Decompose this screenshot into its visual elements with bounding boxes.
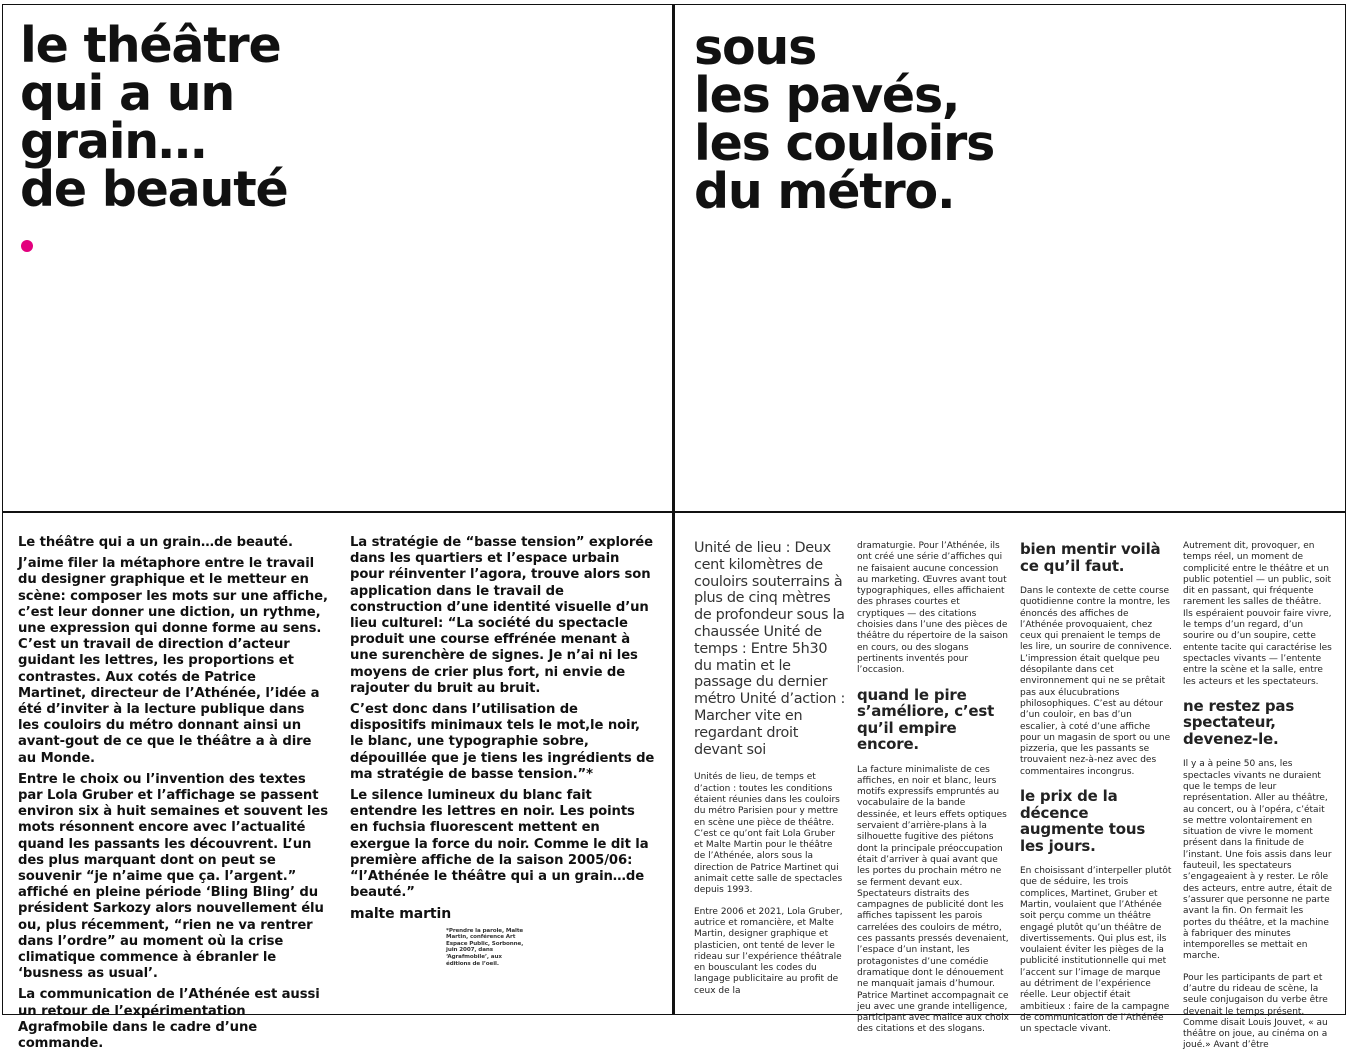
left-column-1 xyxy=(18,535,328,1057)
paragraph: La facture minimaliste de ces affiches, en noir et blanc, leurs motifs expressifs empruntés au vocabulaire de la bande dessinée, et leurs effets optiques servaient d’arrière-plans à la silhouette fugitive des piétons dont la principale préoccupation était d’arriver à quai avant que les portes du prochain métro ne se ferment devant eux. Spectateurs distraits des campagnes de publicité dont les affiches tapissent les parois carrelées des couloirs de métro, ces passants pressés devenaient, l’espace d’un instant, les protagonistes d’une comédie dramatique dont le dénouement ne manquait jamais d’humour. Patrice Martinet accompagnait ce jeu avec une grande intelligence, participant avec malice aux choix des citations et des slogans. xyxy=(857,764,1009,1035)
paragraph: Autrement dit, provoquer, en temps réel, un moment de complicité entre le théâtre et un public potentiel — un public, soit dit en passant, qui fréquente rarement les salles de théâtre. Ils espéraient pouvoir faire vivre, le temps d’un regard, d’un sourire ou d’un soupire, cette entente tacite qui caractérise les spectacles vivants — l’entente entre la scène et la salle, entre les acteurs et les spectateurs. xyxy=(1183,541,1332,687)
paragraph: La stratégie de “basse tension” explorée dans les quartiers et l’espace urbain pour réinventer l’agora, trouve alors son application dans le travail de construction d’une identité visuelle d’un lieu culturel: “La société du spectacle produit une course effrénée menant à une surenchère de signes. Je n’ai ni les moyens de crier plus fort, ni envie de rajouter du bruit au bruit. xyxy=(350,535,653,696)
right-column-2 xyxy=(857,541,1009,1046)
right-page-title xyxy=(694,19,995,220)
paragraph: La communication de l’Athénée est aussi un retour de l’expérimentation Agrafmobile dans le cadre d’une commande. xyxy=(18,987,320,1052)
spread-gutter xyxy=(672,4,675,1015)
left-page-title xyxy=(20,17,288,218)
title-line: grain… xyxy=(20,113,206,170)
paragraph: J’aime filer la métaphore entre le travail du designer graphique et le metteur en scène: composer les mots sur une affiche, c’est leur donner une diction, un rythme, une expression qui donne forme au sens. C’est un travail de direction d’acteur guidant les lettres, les proportions et contrastes. Aux cotés de Patrice Martinet, directeur de l’Athénée, l’idée a été d’inviter à la lecture publique dans les couloirs du métro donnant ainsi un avant-gout de ce que le théâtre a à dire au Monde. xyxy=(18,556,328,766)
title-line: du métro. xyxy=(694,163,955,220)
paragraph: Le silence lumineux du blanc fait entendre les lettres en noir. Les points en fuchsia fluorescent mettent en exergue la force du noir. Comme le dit la première affiche de la saison 2005/06: “l’Athénée le théâtre qui a un grain…de beauté.” xyxy=(350,788,649,901)
title-line: le théâtre xyxy=(20,17,281,74)
title-line: sous xyxy=(694,19,817,76)
subheading: le prix de la décence augmente tous les jours. xyxy=(1020,787,1146,855)
title-line: les pavés, xyxy=(694,67,960,124)
fuchsia-dot xyxy=(21,240,33,252)
right-column-4 xyxy=(1183,541,1333,1062)
subheading: bien mentir voilà ce qu’il faut. xyxy=(1020,540,1161,575)
subheading: ne restez pas spectateur, devenez-le. xyxy=(1183,696,1295,748)
paragraph: Entre le choix ou l’invention des textes par Lola Gruber et l’affichage se passent environ six à huit semaines et souvent les mots résonnent encore avec l’actualité quand les passants les découvrent. L’un des plus marquant dont on peut se souvenir “je n’aime que ça. l’argent.” affiché en pleine période ‘Bling Bling’ du président Sarkozy alors nouvellement élu ou, plus récemment, “rien ne va rentrer dans l’ordre” au moment où la crise climatique commence à ébranler le ‘busness as usual’. xyxy=(18,771,328,982)
title-line: qui a un xyxy=(20,65,235,122)
paragraph: Unités de lieu, de temps et d’action : toutes les conditions étaient réunies dans les couloirs du métro Parisien pour y mettre en scène une pièce de théâtre. C’est ce qu’ont fait Lola Gruber et Malte Martin pour le théâtre de l’Athénée, alors sous la direction de Patrice Martinet qui animait cette salle de spectacles depuis 1993. xyxy=(694,772,843,896)
right-column-3 xyxy=(1020,541,1172,1046)
unites-block: Unité de lieu : Deux cent kilomètres de couloirs souterrains à plus de cinq mètres de profondeur sous la chaussée Unité de temps : Entre 5h30 du matin et le passage du dernier métro Unité d’action : Marcher vite en regardant droit devant soi xyxy=(694,540,846,758)
paragraph: Dans le contexte de cette course quotidienne contre la montre, les énoncés des affiches de l’Athénée provoquaient, chez ceux qui prenaient le temps de les lire, un sourire de connivence. L’impression était quelque peu désopilante dans cet environnement qui ne se prêtait pas aux élucubrations philosophiques. C’est au détour d’un couloir, en bas d’un escalier, à coté d’une affiche pour un magasin de sport ou une pizzeria, que les passants se trouvaient nez-à-nez avec des commentaires incongrus. xyxy=(1020,586,1173,777)
paragraph: En choisissant d’interpeller plutôt que de séduire, les trois complices, Martinet, Gruber et Martin, voulaient que l’Athénée soit perçu comme un théâtre engagé plutôt qu’un théâtre de divertissements. Qui plus est, ils voulaient éviter les pièges de la publicité institutionnelle qui met l’accent sur l’image de marque au détriment de l’expérience réelle. Leur objectif était ambitieux : faire de la campagne de communication de l’Athénée un spectacle vivant. xyxy=(1020,866,1172,1035)
signature: malte martin xyxy=(350,906,452,923)
paragraph: Pour les participants de part et d’autre du rideau de scène, la seule conjugaison du verbe être devenait le temps présent. Comme disait Louis Jouvet, « au théâtre on joue, au cinéma on a joué.» Avant d’être xyxy=(1183,972,1328,1051)
title-line: les couloirs xyxy=(694,115,995,172)
paragraph: Il y a à peine 50 ans, les spectacles vivants ne duraient que le temps de leur représentation. Aller au théâtre, au concert, ou à l’opéra, c’était se mettre volontairement en situation de vivre le moment présent dans la finitude de l’instant. Une fois assis dans leur fauteuil, les spectateurs s’engageaient à y rester. Le rôle des acteurs, entre autre, était de s’assurer que personne ne parte avant la fin. On fermait les portes du théâtre, et la machine à fabriquer des minutes intemporelles se mettait en marche. xyxy=(1183,759,1333,962)
text-divider-right xyxy=(674,511,1346,513)
right-column-1 xyxy=(694,540,846,1007)
footnote: *Prendre la parole, Malte Martin, conférence Art Espace Public, Sorbonne, juin 2007, dans ‘Agrafmobile’, aux éditions de l’oeil. xyxy=(446,927,524,967)
text-divider-left xyxy=(2,511,674,513)
title-line: de beauté xyxy=(20,161,288,218)
left-column-2 xyxy=(350,535,655,967)
subheading: quand le pire s’améliore, c’est qu’il empire encore. xyxy=(857,685,995,754)
intro-heading: Le théâtre qui a un grain…de beauté. xyxy=(18,535,293,550)
paragraph: dramaturgie. Pour l’Athénée, ils ont créé une série d’affiches qui ne faisaient aucune concession au marketing. Œuvres avant tout typographiques, elles affichaient des phrases courtes et cryptiques — des citations choisies dans l’une des pièces de théâtre du répertoire de la saison en cours, ou des slogans pertinents inventés pour l’occasion. xyxy=(857,541,1009,676)
paragraph: Entre 2006 et 2021, Lola Gruber, autrice et romancière, et Malte Martin, designer graphique et plasticien, ont tenté de lever le rideau sur l’expérience théâtrale en bousculant les codes du langage publicitaire au profit de ceux de la xyxy=(694,906,843,996)
paragraph: C’est donc dans l’utilisation de dispositifs minimaux tels le mot,le noir, le blanc, une typographie sobre, dépouillée que je tiens les ingrédients de ma stratégie de basse tension.”* xyxy=(350,702,655,782)
